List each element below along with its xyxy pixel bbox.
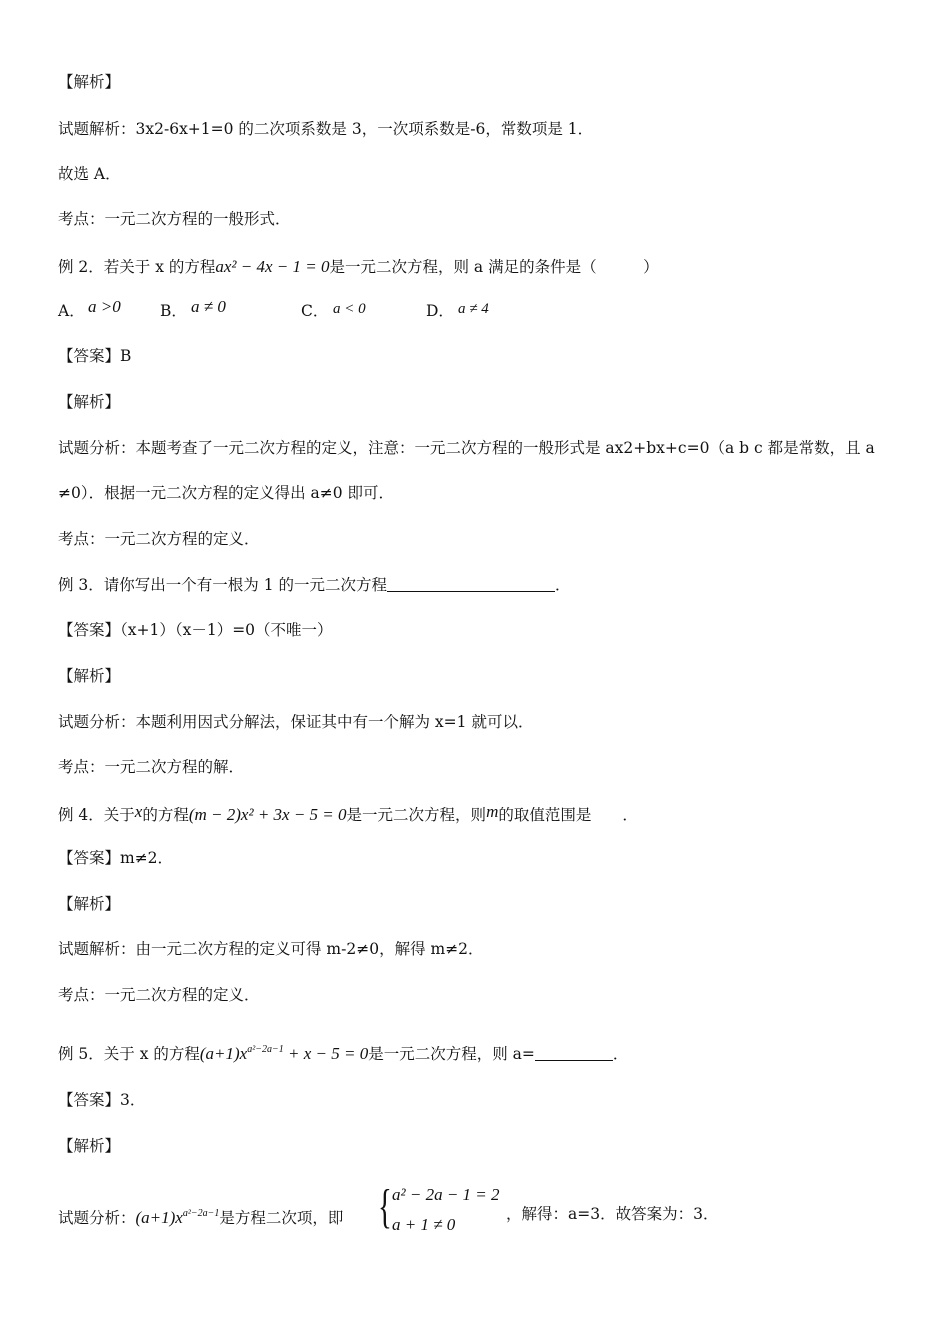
example-4-prefix: 例 4．关于 <box>58 806 135 824</box>
example-5-end: ． <box>612 1045 629 1063</box>
example-2-equation: ax² − 4x − 1 = 0 <box>215 257 330 276</box>
example-3-end: ． <box>555 576 571 594</box>
option-d-label: D． <box>426 302 454 320</box>
example-4-suffix: 的取值范围是 ． <box>498 806 638 824</box>
example-5-suffix: 是一元二次方程，则 a= <box>368 1045 535 1063</box>
example-4-analysis: 试题解析：由一元二次方程的定义可得 m-2≠0，解得 m≠2． <box>58 940 484 958</box>
variable-m: m <box>486 802 499 821</box>
example-4-equation: (m − 2)x² + 3x − 5 = 0 <box>188 805 347 824</box>
example-4-answer: 【答案】m≠2． <box>58 849 174 867</box>
example-5-analysis-mid: 是方程二次项，即 <box>219 1209 344 1227</box>
example-3-analysis: 试题分析：本题利用因式分解法，保证其中有一个解为 x=1 就可以． <box>58 713 534 731</box>
example-2-question <box>58 257 659 277</box>
example-5-term-base: (a+1)x <box>135 1208 183 1227</box>
key-point: 考点：一元二次方程的一般形式． <box>58 210 291 228</box>
example-4-analysis-heading: 【解析】 <box>58 895 121 913</box>
example-4-key-point: 考点：一元二次方程的定义． <box>58 986 260 1004</box>
example-4-mid2: 是一元二次方程，则 <box>346 806 487 824</box>
system-equation-1: a² − 2a − 1 = 2 <box>392 1185 500 1204</box>
option-a-label: A． <box>58 302 85 320</box>
analysis-heading: 【解析】 <box>58 73 121 91</box>
choice-text: 故选 A． <box>58 165 121 183</box>
option-c-label: C． <box>301 302 329 320</box>
example-3-prefix: 例 3．请你写出一个有一根为 1 的一元二次方程 <box>58 576 388 594</box>
option-a-value: a >0 <box>88 297 121 316</box>
example-3-question <box>58 575 571 595</box>
example-3-analysis-heading: 【解析】 <box>58 667 121 685</box>
analysis-text: 试题解析：3x2-6x+1=0 的二次项系数是 3，一次项系数是-6，常数项是 1． <box>58 120 594 138</box>
example-5-prefix: 例 5．关于 x 的方程 <box>58 1045 200 1063</box>
example-2-key-point: 考点：一元二次方程的定义． <box>58 530 260 548</box>
example-2-analysis-heading: 【解析】 <box>58 393 121 411</box>
example-4-question <box>58 802 638 825</box>
example-2-options <box>58 297 918 323</box>
answer-blank <box>535 1046 613 1061</box>
example-2-suffix: 是一元二次方程，则 a 满足的条件是（ ） <box>329 258 659 276</box>
example-5-equation-base: (a+1)x <box>199 1044 248 1063</box>
example-5-answer: 【答案】3． <box>58 1091 146 1109</box>
answer-blank <box>387 577 555 592</box>
example-4-mid: 的方程 <box>142 806 189 824</box>
example-2-answer: 【答案】B <box>58 347 132 365</box>
example-5-analysis-heading: 【解析】 <box>58 1137 121 1155</box>
example-3-answer: 【答案】（x+1）（x－1）=0（不唯一） <box>58 621 333 639</box>
variable-x: x <box>134 802 143 821</box>
example-5-term-exponent: a²−2a−1 <box>182 1208 220 1219</box>
option-b-value: a ≠ 0 <box>191 297 226 316</box>
system-equation-2: a + 1 ≠ 0 <box>392 1215 456 1234</box>
system-brace: { <box>378 1180 392 1233</box>
example-5-equation-rest: + x − 5 = 0 <box>283 1044 369 1063</box>
option-c-value: a < 0 <box>333 301 366 317</box>
example-2-prefix: 例 2．若关于 x 的方程 <box>58 258 216 276</box>
example-5-analysis-prefix: 试题分析： <box>58 1209 136 1227</box>
example-3-key-point: 考点：一元二次方程的解． <box>58 758 245 776</box>
example-2-analysis-line2: ≠0）．根据一元二次方程的定义得出 a≠0 即可． <box>58 484 395 502</box>
example-2-analysis-line1: 试题分析：本题考查了一元二次方程的定义，注意：一元二次方程的一般形式是 ax2+bx+c=0（a b c 都是常数，且 a <box>58 439 875 457</box>
example-5-analysis-end: ，解得：a=3．故答案为：3． <box>506 1205 719 1223</box>
example-5-exponent: a²−2a−1 <box>247 1044 284 1055</box>
example-5-question <box>58 1040 628 1064</box>
option-d-value: a ≠ 4 <box>458 301 489 317</box>
option-b-label: B． <box>160 302 187 320</box>
example-5-analysis <box>58 1204 343 1228</box>
